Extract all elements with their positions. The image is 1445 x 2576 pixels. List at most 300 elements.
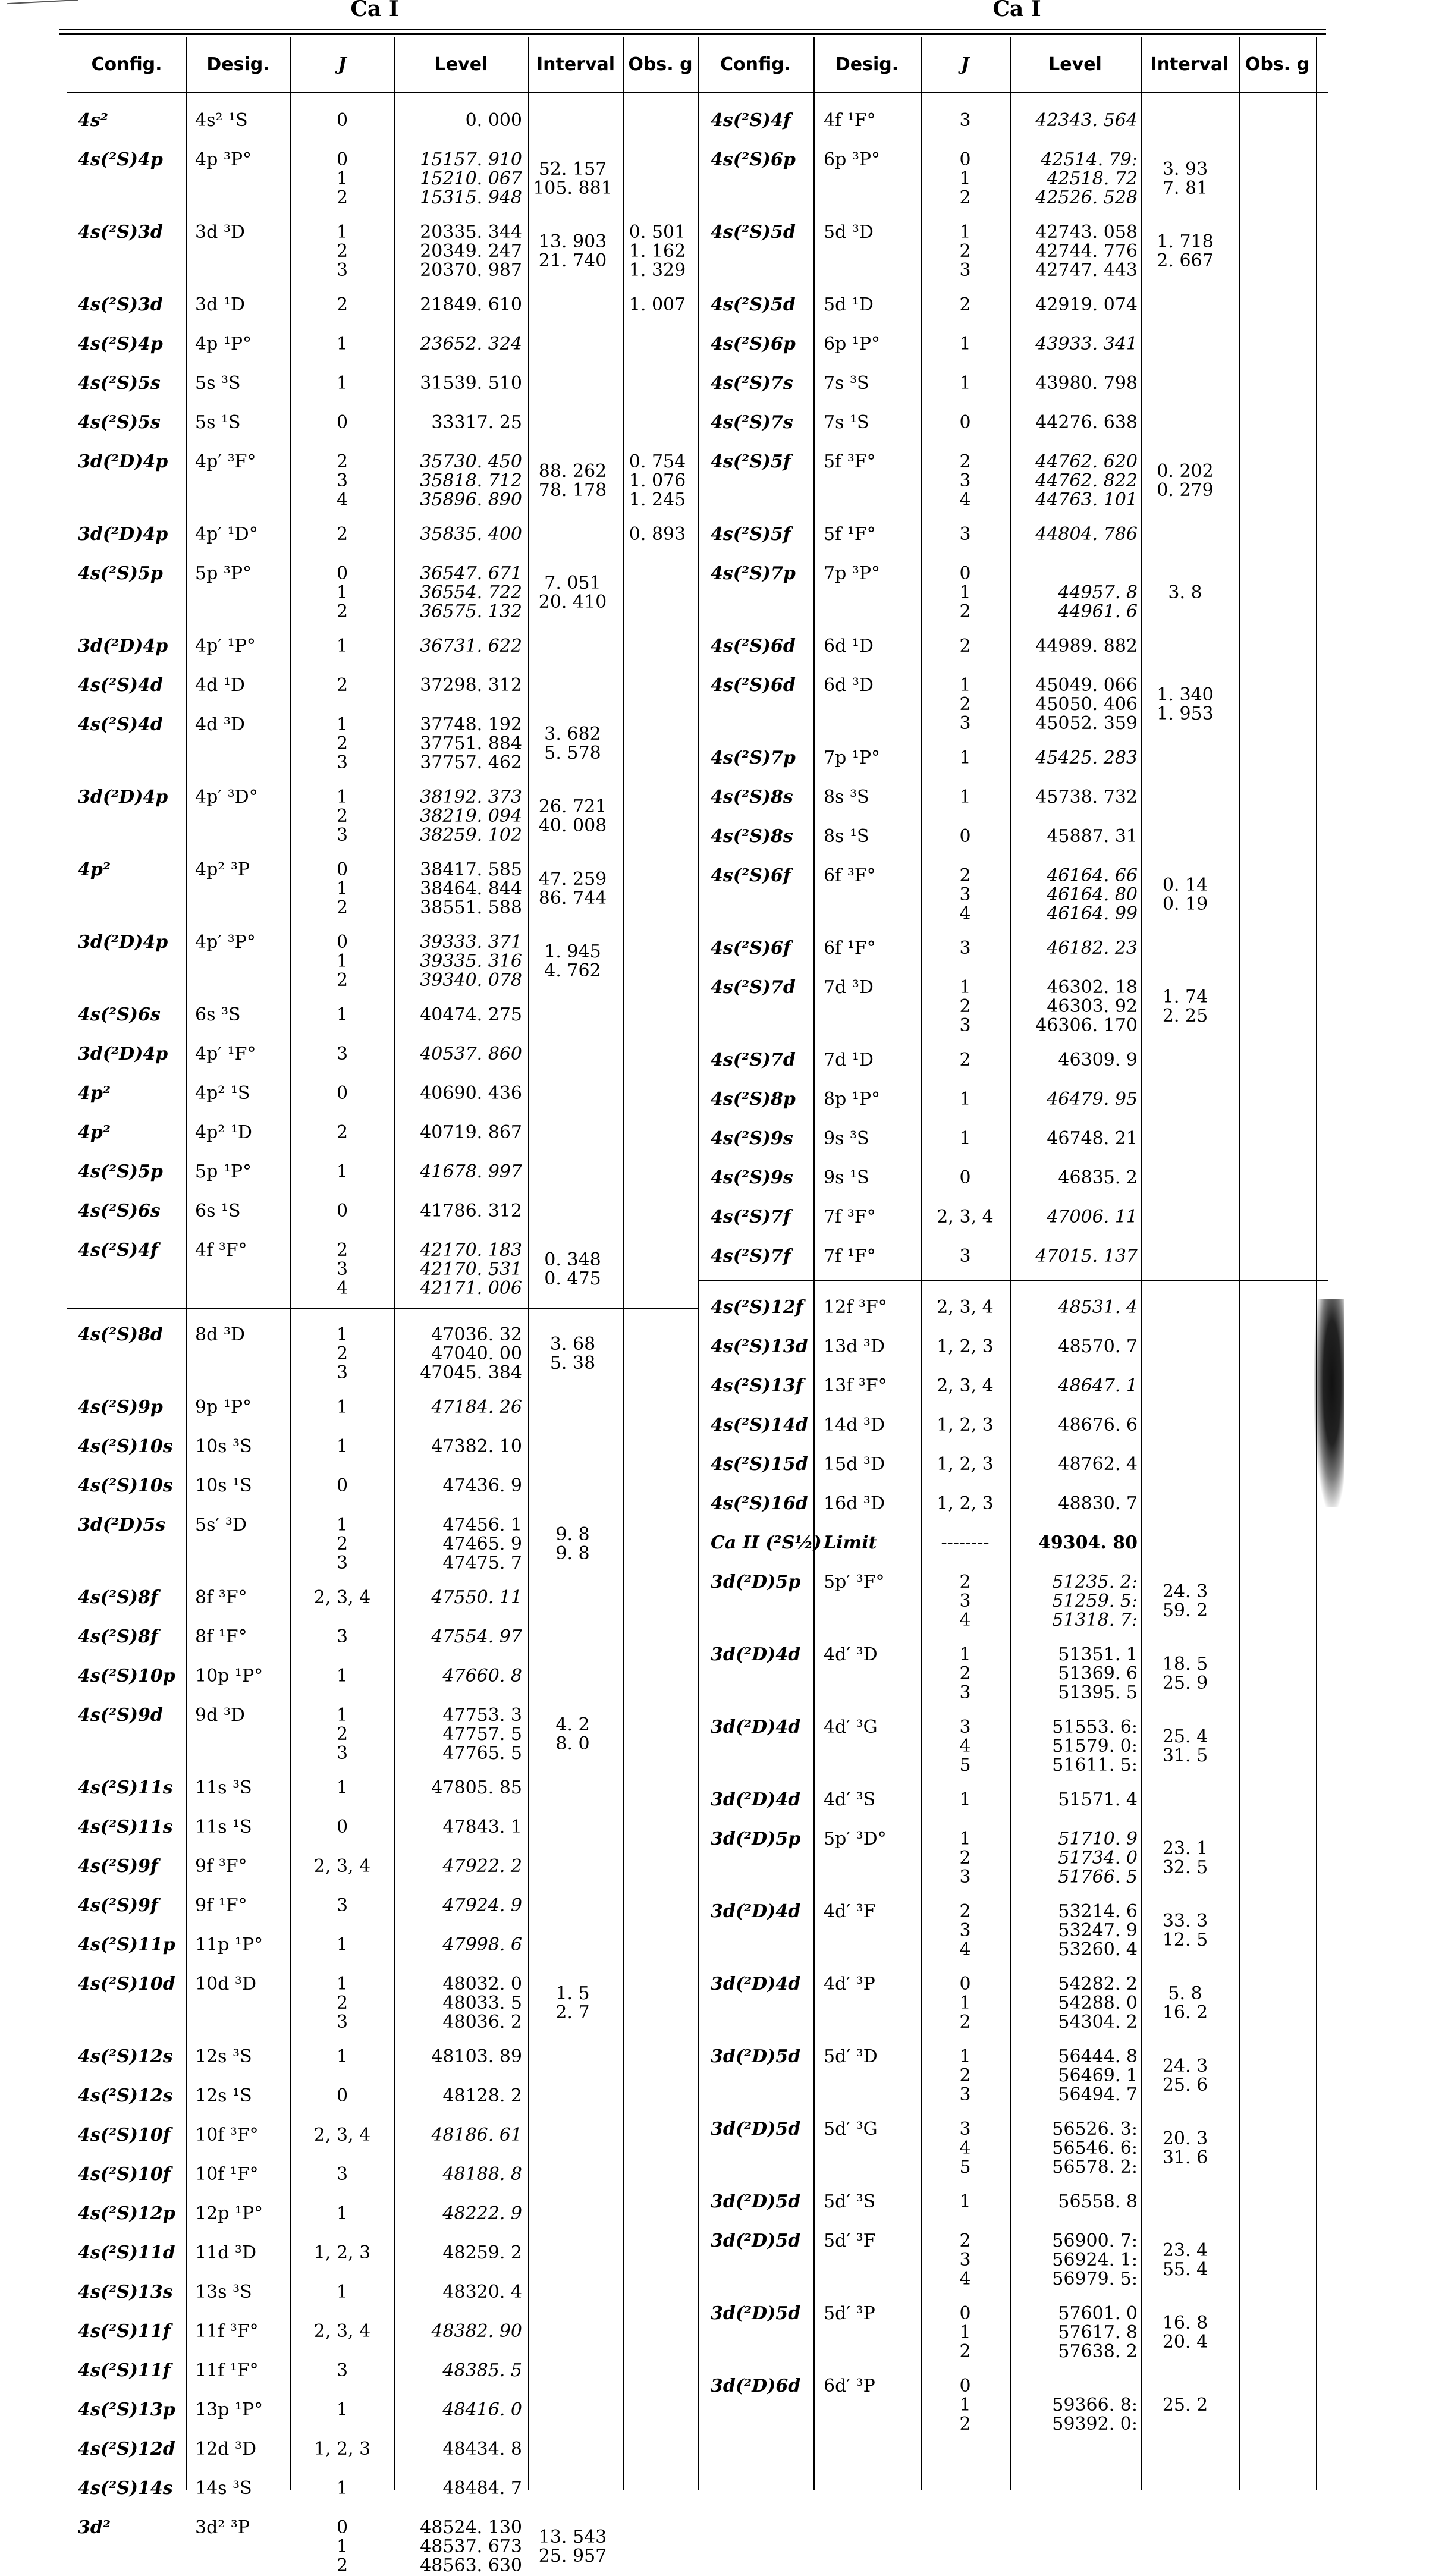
config-cell: 4s(²S)9p <box>78 1397 163 1418</box>
j-cell: 0 1 2 <box>336 2517 348 2576</box>
config-cell: 3d(²D)5d <box>711 2046 801 2067</box>
desig-cell: 6f ³F° <box>824 865 876 886</box>
table-row <box>67 111 698 130</box>
j-cell: 1 2 3 <box>336 787 348 846</box>
j-cell: 3 <box>959 524 971 545</box>
desig-cell: 8s ³S <box>824 787 869 808</box>
j-cell: 1 2 3 <box>336 1324 348 1383</box>
table-header <box>67 37 698 93</box>
j-cell: 2 <box>959 636 971 656</box>
table-row <box>698 978 1328 1035</box>
j-cell: -------- <box>941 1532 989 1553</box>
config-cell: 4s(²S)10s <box>78 1475 173 1496</box>
interval-cell: 4. 2 8. 0 <box>555 1714 590 1754</box>
config-cell: 4s(²S)6f <box>711 865 791 886</box>
desig-cell: 5d ³D <box>824 222 874 243</box>
level-cell: 44957. 8 44961. 6 <box>1058 582 1138 622</box>
level-cell: 44989. 882 <box>1035 636 1138 656</box>
level-cell: 49304. 80 <box>1038 1532 1138 1553</box>
config-cell: 4s(²S)5p <box>78 563 163 584</box>
level-cell: 48830. 7 <box>1058 1493 1138 1514</box>
desig-cell: 12s ¹S <box>195 2085 252 2106</box>
j-cell: 3 <box>336 2164 348 2185</box>
table-row <box>67 715 698 772</box>
j-cell: 0 <box>959 826 971 847</box>
desig-cell: 4p² ³P <box>195 859 250 880</box>
config-cell: 4s(²S)7d <box>711 1050 796 1070</box>
table-row <box>67 296 698 315</box>
desig-cell: 4d′ ³F <box>824 1901 876 1922</box>
config-cell: 4s(²S)13p <box>78 2399 175 2420</box>
config-cell: 4s(²S)4p <box>78 334 163 354</box>
table-row <box>698 1416 1328 1435</box>
level-cell: 48434. 8 <box>442 2439 522 2459</box>
desig-cell: 5d′ ³D <box>824 2046 878 2067</box>
interval-cell: 88. 262 78. 178 <box>538 461 607 501</box>
desig-cell: 6p ¹P° <box>824 334 881 354</box>
table-row <box>67 2361 698 2380</box>
desig-cell: 12d ³D <box>195 2439 256 2459</box>
desig-cell: 4p′ ³D° <box>195 787 258 808</box>
j-cell: 2, 3, 4 <box>313 1856 371 1877</box>
j-cell: 1 2 3 <box>959 2046 971 2105</box>
interval-cell: 3. 682 5. 578 <box>544 724 601 764</box>
table-row <box>698 866 1328 923</box>
desig-cell: 10s ¹S <box>195 1475 252 1496</box>
config-cell: 4s(²S)12d <box>78 2439 175 2459</box>
config-cell: 4s(²S)9s <box>711 1167 793 1188</box>
level-cell: 51351. 1 51369. 6 51395. 5 <box>1058 1644 1138 1703</box>
table-row <box>698 1455 1328 1474</box>
level-cell: 44276. 638 <box>1035 412 1138 433</box>
config-cell: 4s(²S)11f <box>78 2321 171 2342</box>
col-desig: Desig. <box>835 54 899 75</box>
table-row <box>67 2401 698 2420</box>
desig-cell: 4p′ ¹D° <box>195 524 258 545</box>
desig-cell: 9f ³F° <box>195 1856 247 1877</box>
config-cell: 4s(²S)7p <box>711 563 796 584</box>
level-cell: 48186. 61 <box>431 2125 522 2145</box>
level-cell: 47382. 10 <box>431 1436 522 1457</box>
table-row <box>67 1975 698 2032</box>
desig-cell: 7d ³D <box>824 977 874 998</box>
j-cell: 1, 2, 3 <box>937 1454 994 1475</box>
j-cell: 3 <box>959 1246 971 1267</box>
desig-cell: Limit <box>824 1532 877 1553</box>
table-row <box>698 1298 1328 1317</box>
j-cell: 0 <box>336 412 348 433</box>
level-cell: 48032. 0 48033. 5 48036. 2 <box>442 1974 522 2032</box>
config-cell: 4p² <box>78 1083 111 1104</box>
table-row <box>698 637 1328 656</box>
config-cell: 3d(²D)4d <box>711 1789 801 1810</box>
j-cell: 2 3 4 <box>959 1901 971 1960</box>
desig-cell: 8p ¹P° <box>824 1089 881 1110</box>
j-cell: 1 <box>336 2203 348 2224</box>
desig-cell: 5s ¹S <box>195 412 241 433</box>
level-cell: 56558. 8 <box>1058 2191 1138 2212</box>
table-row <box>698 223 1328 280</box>
config-cell: 4s(²S)9f <box>78 1856 158 1877</box>
j-cell: 1 <box>336 1161 348 1182</box>
table-row <box>698 1337 1328 1356</box>
col-level: Level <box>1048 54 1102 75</box>
j-cell: 2, 3, 4 <box>937 1297 994 1318</box>
interval-cell: 5. 8 16. 2 <box>1162 1983 1208 2023</box>
j-cell: 2 3 4 <box>959 1572 971 1631</box>
config-cell: 4s(²S)12f <box>711 1297 803 1318</box>
table-row <box>67 1325 698 1383</box>
level-cell: 40537. 860 <box>420 1044 522 1064</box>
config-cell: 3d(²D)4p <box>78 787 168 808</box>
col-interval: Interval <box>1150 54 1229 75</box>
level-cell: 47036. 32 47040. 00 47045. 384 <box>420 1324 522 1383</box>
level-cell: 46309. 9 <box>1058 1050 1138 1070</box>
table-row <box>67 933 698 990</box>
j-cell: 3 <box>336 1895 348 1916</box>
j-cell: 1 <box>336 2478 348 2499</box>
scan-mark <box>7 0 78 4</box>
desig-cell: 6s ¹S <box>195 1201 241 1221</box>
desig-cell: 12s ³S <box>195 2046 252 2067</box>
j-cell: 1 <box>959 747 971 768</box>
interval-cell: 25. 2 <box>1162 2395 1208 2415</box>
desig-cell: 4p′ ¹P° <box>195 636 256 656</box>
level-cell: 48128. 2 <box>442 2085 522 2106</box>
desig-cell: 8d ³D <box>195 1324 245 1345</box>
table-row <box>698 1573 1328 1630</box>
level-cell: 56444. 8 56469. 1 56494. 7 <box>1058 2046 1138 2105</box>
j-cell: 0 <box>336 1201 348 1221</box>
col-obs-g: Obs. g <box>628 54 693 75</box>
desig-cell: 11s ¹S <box>195 1817 252 1837</box>
level-cell: 47015. 137 <box>1035 1246 1138 1267</box>
j-cell: 1 2 3 <box>959 977 971 1036</box>
table-row <box>67 2283 698 2302</box>
j-cell: 0 1 2 <box>336 563 348 622</box>
level-cell: 47436. 9 <box>442 1475 522 1496</box>
table-row <box>67 1202 698 1221</box>
interval-cell: 1. 74 2. 25 <box>1162 987 1208 1026</box>
desig-cell: 4p ³P° <box>195 149 252 170</box>
config-cell: 4s(²S)12p <box>78 2203 175 2224</box>
level-cell: 48524. 130 48537. 673 48563. 630 <box>420 2517 522 2576</box>
config-cell: 3d(²D)5d <box>711 2119 801 2140</box>
config-cell: 4s(²S)4f <box>78 1240 158 1261</box>
desig-cell: 6d ¹D <box>824 636 874 656</box>
col-config: Config. <box>720 54 791 75</box>
config-cell: 4p² <box>78 859 111 880</box>
desig-cell: 5f ¹F° <box>824 524 876 545</box>
table-row <box>67 2126 698 2145</box>
table-row <box>698 2120 1328 2177</box>
table-row <box>698 564 1328 621</box>
level-cell: 46182. 23 <box>1047 938 1138 959</box>
table-row <box>67 1084 698 1103</box>
desig-cell: 14s ³S <box>195 2478 252 2499</box>
level-cell: 40474. 275 <box>420 1004 522 1025</box>
level-cell: 47753. 3 47757. 5 47765. 5 <box>442 1705 522 1764</box>
level-cell: 48259. 2 <box>442 2242 522 2263</box>
obs-g-cell: 1. 007 <box>629 294 686 315</box>
table-row <box>698 2047 1328 2104</box>
interval-cell: 23. 1 32. 5 <box>1162 1838 1208 1878</box>
config-cell: 4s(²S)13d <box>711 1336 808 1357</box>
j-cell: 1, 2, 3 <box>937 1336 994 1357</box>
desig-cell: 9p ¹P° <box>195 1397 252 1418</box>
table-row <box>698 2377 1328 2434</box>
level-cell: 40719. 867 <box>420 1122 522 1143</box>
interval-cell: 26. 721 40. 008 <box>538 796 607 836</box>
config-cell: 3d(²D)5p <box>711 1829 801 1849</box>
j-cell: 0 <box>336 1817 348 1837</box>
j-cell: 2 3 4 <box>959 451 971 510</box>
level-cell: 39333. 371 39335. 316 39340. 078 <box>420 932 522 991</box>
desig-cell: 4d′ ³G <box>824 1717 878 1738</box>
section-separator <box>698 1280 1328 1281</box>
table-row <box>698 296 1328 315</box>
table-row <box>67 1241 698 1298</box>
level-cell: 42343. 564 <box>1035 110 1138 131</box>
interval-cell: 9. 8 9. 8 <box>555 1524 590 1564</box>
j-cell: 0 1 2 <box>336 859 348 918</box>
table-row <box>698 1090 1328 1109</box>
config-cell: 4s(²S)6p <box>711 334 796 354</box>
desig-cell: 4d′ ³P <box>824 1974 875 1994</box>
j-cell: 1 <box>959 1789 971 1810</box>
table-row <box>67 453 698 510</box>
config-cell: 3d(²D)5d <box>711 2231 801 2251</box>
config-cell: 4s(²S)6s <box>78 1201 161 1221</box>
config-cell: 4s(²S)10p <box>78 1666 175 1686</box>
config-cell: 4s(²S)8d <box>78 1324 163 1345</box>
table-header <box>698 37 1328 93</box>
level-cell: 45049. 066 45050. 406 45052. 359 <box>1035 675 1138 734</box>
level-cell: 37298. 312 <box>420 675 522 696</box>
j-cell: 2 3 4 <box>959 2231 971 2289</box>
table-row <box>698 453 1328 510</box>
interval-cell: 52. 157 105. 881 <box>533 159 612 199</box>
table-row <box>67 525 698 544</box>
j-cell: 1 2 3 <box>336 1515 348 1573</box>
config-cell: Ca II (²S½) <box>711 1532 822 1553</box>
config-cell: 3d(²D)4p <box>78 636 168 656</box>
j-cell: 1 2 3 <box>336 714 348 773</box>
interval-cell: 20. 3 31. 6 <box>1162 2128 1208 2168</box>
interval-cell: 13. 903 21. 740 <box>538 231 607 271</box>
desig-cell: 10s ³S <box>195 1436 252 1457</box>
level-cell: 48382. 90 <box>431 2321 522 2342</box>
level-cell: 47456. 1 47465. 9 47475. 7 <box>442 1515 522 1573</box>
level-cell: 20335. 344 20349. 247 20370. 987 <box>420 222 522 281</box>
table-row <box>67 2047 698 2066</box>
desig-cell: 7s ¹S <box>824 412 869 433</box>
desig-cell: 7p ³P° <box>824 563 881 584</box>
level-cell: 45425. 283 <box>1035 747 1138 768</box>
level-cell: 48385. 5 <box>442 2360 522 2381</box>
config-cell: 4s² <box>78 110 108 131</box>
j-cell: 1 2 3 <box>336 222 348 281</box>
interval-cell: 3. 93 7. 81 <box>1162 159 1208 199</box>
interval-cell: 0. 348 0. 475 <box>544 1249 601 1289</box>
interval-cell: 0. 202 0. 279 <box>1157 461 1214 501</box>
table-row <box>698 1534 1328 1553</box>
desig-cell: 5p′ ³D° <box>824 1829 887 1849</box>
j-cell: 2 3 4 <box>959 865 971 924</box>
desig-cell: 4d ³D <box>195 714 245 735</box>
table-row <box>67 1628 698 1647</box>
table-row <box>67 413 698 432</box>
level-cell: 41678. 997 <box>420 1161 522 1182</box>
level-cell: 48188. 8 <box>442 2164 522 2185</box>
table-row <box>67 2244 698 2263</box>
config-cell: 4s(²S)7f <box>711 1207 791 1227</box>
level-cell: 38192. 373 38219. 094 38259. 102 <box>420 787 522 846</box>
level-cell: 44762. 620 44762. 822 44763. 101 <box>1035 451 1138 510</box>
level-cell: 47843. 1 <box>442 1817 522 1837</box>
desig-cell: 4p² ¹D <box>195 1122 252 1143</box>
table-row <box>67 637 698 656</box>
table-row <box>698 2304 1328 2361</box>
interval-cell: 1. 718 2. 667 <box>1157 231 1214 271</box>
desig-cell: 4s² ¹S <box>195 110 248 131</box>
desig-cell: 5s ³S <box>195 373 241 394</box>
table-row <box>67 223 698 280</box>
desig-cell: 7f ¹F° <box>824 1246 876 1267</box>
level-cell: 47924. 9 <box>442 1895 522 1916</box>
j-cell: 0 1 2 <box>959 2303 971 2362</box>
interval-cell: 18. 5 25. 9 <box>1162 1654 1208 1694</box>
level-cell: 47998. 6 <box>442 1934 522 1955</box>
interval-cell: 1. 340 1. 953 <box>1157 684 1214 724</box>
desig-cell: 9s ³S <box>824 1128 869 1149</box>
config-cell: 4s(²S)16d <box>711 1493 808 1514</box>
table-left <box>67 37 698 2576</box>
table-row <box>67 1398 698 1417</box>
j-cell: 0 1 2 <box>959 563 971 622</box>
desig-cell: 5f ³F° <box>824 451 876 472</box>
j-cell: 1 <box>336 1934 348 1955</box>
level-cell: 47805. 85 <box>431 1777 522 1798</box>
j-cell: 2 3 4 <box>336 451 348 510</box>
config-cell: 3d(²D)6d <box>711 2376 801 2396</box>
interval-cell: 13. 543 25. 957 <box>538 2527 607 2566</box>
config-cell: 4s(²S)5f <box>711 451 791 472</box>
level-cell: 48762. 4 <box>1058 1454 1138 1475</box>
level-cell: 51571. 4 <box>1058 1789 1138 1810</box>
table-row <box>67 1477 698 1496</box>
j-cell: 2 <box>959 294 971 315</box>
j-cell: 2, 3, 4 <box>313 2125 371 2145</box>
section-separator <box>67 1308 698 1309</box>
table-row <box>67 564 698 621</box>
config-cell: 4s(²S)3d <box>78 222 163 243</box>
table-row <box>67 1936 698 1955</box>
desig-cell: 14d ³D <box>824 1415 885 1435</box>
col-config: Config. <box>91 54 162 75</box>
config-cell: 4s(²S)14d <box>711 1415 808 1435</box>
config-cell: 4s(²S)8p <box>711 1089 796 1110</box>
level-cell: 42743. 058 42744. 776 42747. 443 <box>1035 222 1138 281</box>
level-cell: 47922. 2 <box>442 1856 522 1877</box>
level-cell: 45887. 31 <box>1047 826 1138 847</box>
config-cell: 4s(²S)6f <box>711 938 791 959</box>
level-cell: 42919. 074 <box>1035 294 1138 315</box>
config-cell: 4s(²S)4f <box>711 110 791 131</box>
desig-cell: 6f ¹F° <box>824 938 876 959</box>
desig-cell: 5d′ ³S <box>824 2191 876 2212</box>
j-cell: 1, 2, 3 <box>313 2439 371 2459</box>
desig-cell: 4f ¹F° <box>824 110 876 131</box>
table-row <box>67 676 698 695</box>
j-cell: 2, 3, 4 <box>313 1587 371 1608</box>
level-cell: 47660. 8 <box>442 1666 522 1686</box>
j-cell: 1 <box>959 787 971 808</box>
level-cell: 54282. 2 54288. 0 54304. 2 <box>1058 1974 1138 2032</box>
j-cell: 1 <box>336 334 348 354</box>
table-row <box>67 2204 698 2223</box>
interval-cell: 47. 259 86. 744 <box>538 869 607 909</box>
config-cell: 4s(²S)5s <box>78 412 161 433</box>
interval-cell: 1. 945 4. 762 <box>544 941 601 981</box>
config-cell: 4s(²S)12s <box>78 2046 173 2067</box>
desig-cell: 5d′ ³P <box>824 2303 875 2324</box>
config-cell: 4s(²S)11s <box>78 1817 173 1837</box>
j-cell: 2 <box>959 1050 971 1070</box>
table-row <box>67 150 698 208</box>
j-cell: 1 <box>336 1397 348 1418</box>
config-cell: 3d(²D)5s <box>78 1515 166 1535</box>
desig-cell: 6p ³P° <box>824 149 881 170</box>
desig-cell: 10f ¹F° <box>195 2164 259 2185</box>
level-cell: 51553. 6: 51579. 0: 51611. 5: <box>1052 1717 1138 1776</box>
config-cell: 4s(²S)9d <box>78 1705 163 1726</box>
j-cell: 3 <box>959 110 971 131</box>
level-cell: 43980. 798 <box>1035 373 1138 394</box>
j-cell: 3 <box>336 1044 348 1064</box>
desig-cell: 4p ¹P° <box>195 334 252 354</box>
desig-cell: 7f ³F° <box>824 1207 876 1227</box>
desig-cell: 4p′ ³F° <box>195 451 256 472</box>
desig-cell: 3d ¹D <box>195 294 245 315</box>
j-cell: 3 <box>959 938 971 959</box>
level-cell: 0. 000 <box>465 110 522 131</box>
j-cell: 3 4 5 <box>959 1717 971 1776</box>
interval-cell: 33. 3 12. 5 <box>1162 1911 1208 1950</box>
level-cell: 46835. 2 <box>1058 1167 1138 1188</box>
col-interval: Interval <box>536 54 615 75</box>
config-cell: 4s(²S)13s <box>78 2282 173 2302</box>
desig-cell: 11d ³D <box>195 2242 256 2263</box>
config-cell: 3d² <box>78 2517 111 2538</box>
desig-cell: 4d ¹D <box>195 675 245 696</box>
desig-cell: 10f ³F° <box>195 2125 259 2145</box>
table-row <box>698 1168 1328 1188</box>
level-cell: 57601. 0 57617. 8 57638. 2 <box>1058 2303 1138 2362</box>
table-row <box>698 374 1328 393</box>
interval-cell: 23. 4 55. 4 <box>1162 2240 1208 2280</box>
table-row <box>698 1902 1328 1959</box>
j-cell: 1 <box>336 2046 348 2067</box>
interval-cell: 1. 5 2. 7 <box>555 1983 590 2023</box>
j-cell: 1 <box>336 1777 348 1798</box>
config-cell: 4s(²S)15d <box>711 1454 808 1475</box>
table-row <box>67 1045 698 1064</box>
table-row <box>698 788 1328 807</box>
level-cell: 36547. 671 36554. 722 36575. 132 <box>420 563 522 622</box>
table-row <box>67 2479 698 2498</box>
config-cell: 4s(²S)10f <box>78 2125 171 2145</box>
